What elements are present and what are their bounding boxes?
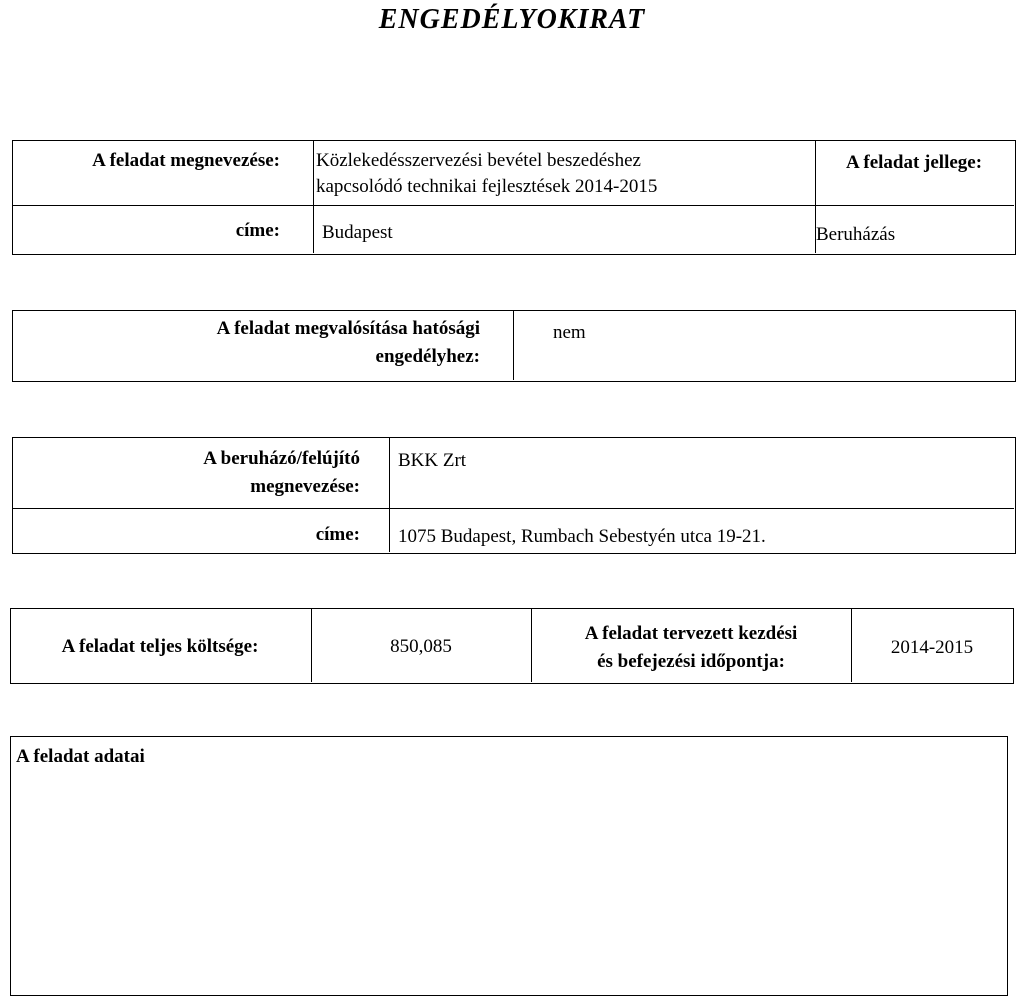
cost-label: A feladat teljes költsége:: [61, 636, 259, 657]
task-type-value: Beruházás: [816, 224, 896, 245]
investor-name-label-line2: megnevezése:: [250, 476, 360, 497]
investor-name-label-line1: A beruházó/felújító: [203, 448, 360, 469]
schedule-label-line1: A feladat tervezett kezdési: [584, 623, 798, 644]
task-name-value-line2: kapcsolódó technikai fejlesztések 2014-2015: [316, 176, 658, 197]
permit-label-line2: engedélyhez:: [375, 346, 480, 367]
task-data-section: [10, 736, 1008, 996]
investor-name-value: BKK Zrt: [398, 450, 467, 471]
schedule-value: 2014-2015: [890, 637, 974, 658]
task-name-value-line1: Közlekedésszervezési bevétel beszedéshez: [316, 150, 641, 171]
document-title: ENGEDÉLYOKIRAT: [378, 4, 646, 35]
task-type-label: A feladat jellege:: [845, 152, 983, 173]
investor-address-value: 1075 Budapest, Rumbach Sebestyén utca 19-21.: [398, 526, 766, 547]
cost-value: 850,085: [390, 636, 452, 657]
schedule-label-line2: és befejezési időpontja:: [597, 651, 785, 672]
permit-value: nem: [553, 322, 586, 343]
task-name-label: A feladat megnevezése:: [92, 150, 280, 171]
task-address-label: címe:: [235, 220, 280, 241]
task-address-value: Budapest: [322, 222, 393, 243]
task-data-heading: A feladat adatai: [16, 746, 145, 767]
investor-address-label: címe:: [315, 524, 360, 545]
permit-label-line1: A feladat megvalósítása hatósági: [216, 318, 480, 339]
